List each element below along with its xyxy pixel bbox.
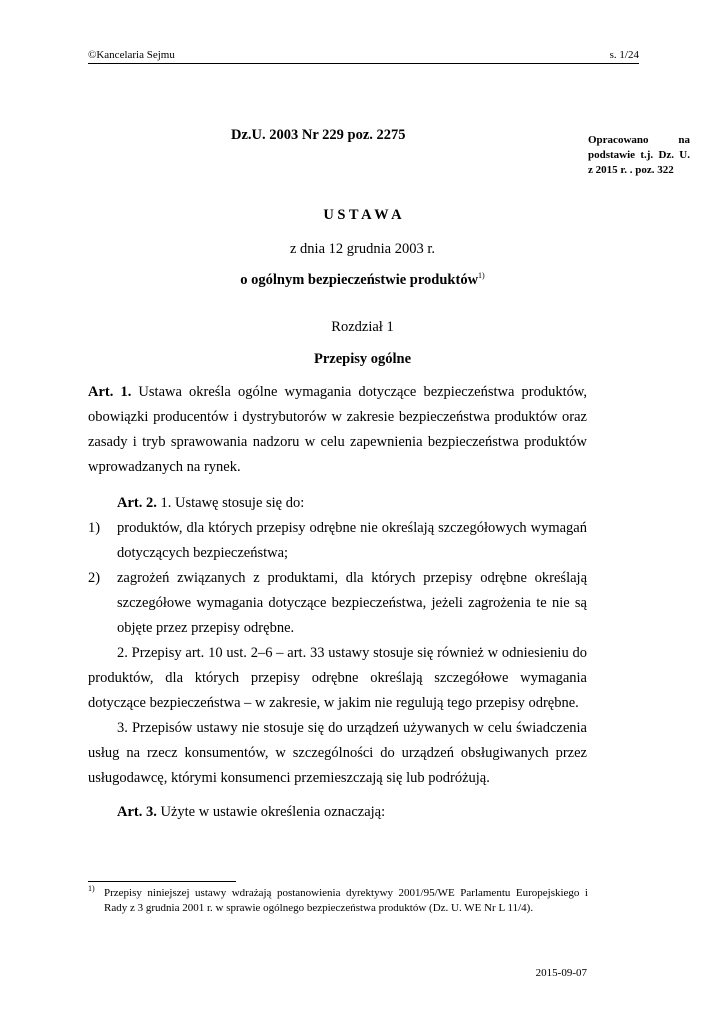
header-publisher: ©Kancelaria Sejmu (88, 49, 175, 61)
article-2-paragraph-2: 2. Przepisy art. 10 ust. 2–6 – art. 33 ustawy stosuje się również w odniesieniu do produktów, dla których przepisy odrębne określają szczegółowe wymagania dotyczące bezpieczeństwa – w zakresie, w jakim nie regulują tego przepisy odrębne. (88, 645, 587, 711)
side-note: Opracowano na podstawie t.j. Dz. U. z 2015 r. . poz. 322 (588, 134, 690, 176)
footnote-ref: 1) (478, 271, 485, 280)
header-rule (88, 63, 639, 64)
article-2-intro (88, 491, 587, 516)
document-reference: Dz.U. 2003 Nr 229 poz. 2275 (231, 127, 406, 143)
act-type: U S T A W A (323, 207, 402, 223)
chapter-number: Rozdział 1 (331, 319, 394, 335)
act-title (0, 271, 725, 289)
item-1-text: produktów, dla których przepisy odrębne nie określają szczegółowych wymagań dotyczących bezpieczeństwa; (117, 520, 587, 561)
footer-date: 2015-09-07 (535, 967, 587, 979)
item-1-number: 1) (88, 520, 101, 536)
footnote-text: Przepisy niniejszej ustawy wdrażają postanowienia dyrektywy 2001/95/WE Parlamentu Europejskiego i Rady z 3 grudnia 2001 r. w sprawie ogólnego bezpieczeństwa produktów (Dz. U. WE Nr L 11/4). (104, 887, 588, 914)
article-2-paragraph-3: 3. Przepisów ustawy nie stosuje się do urządzeń używanych w celu świadczenia usług na rzecz konsumentów, w szczególności do urządzeń obsługiwanych przez usługodawcę, którymi konsumenci przemieszczają się lub podróżują. (88, 720, 587, 786)
article-1 (88, 380, 587, 480)
article-3-text: Użyte w ustawie określenia oznaczają: (160, 804, 386, 820)
article-3 (88, 800, 587, 825)
article-2-label: Art. 2. (117, 495, 157, 511)
article-2-intro-text: 1. Ustawę stosuje się do: (160, 495, 305, 511)
chapter-title: Przepisy ogólne (313, 351, 412, 367)
article-1-text: Ustawa określa ogólne wymagania dotyczące bezpieczeństwa produktów, obowiązki producentów i dystrybutorów w zakresie bezpieczeństwa produktów oraz zasady i tryb sprawowania nadzoru w celu zapewnienia bezpieczeństwa produktów wprowadzanych na rynek. (88, 384, 588, 475)
footnote-marker: 1) (88, 884, 95, 893)
footnote-rule (88, 881, 236, 882)
page-number: s. 1/24 (609, 49, 639, 61)
act-date: z dnia 12 grudnia 2003 r. (290, 241, 435, 257)
item-2-number: 2) (88, 570, 101, 586)
item-2-text: zagrożeń związanych z produktami, dla których przepisy odrębne określają szczegółowe wymagania dotyczące bezpieczeństwa, jeżeli zagrożenia te nie są objęte przez przepisy odrębne. (117, 570, 587, 636)
act-title-text: o ogólnym bezpieczeństwie produktów (240, 271, 479, 288)
article-3-label: Art. 3. (117, 804, 157, 820)
article-1-label: Art. 1. (88, 384, 132, 400)
